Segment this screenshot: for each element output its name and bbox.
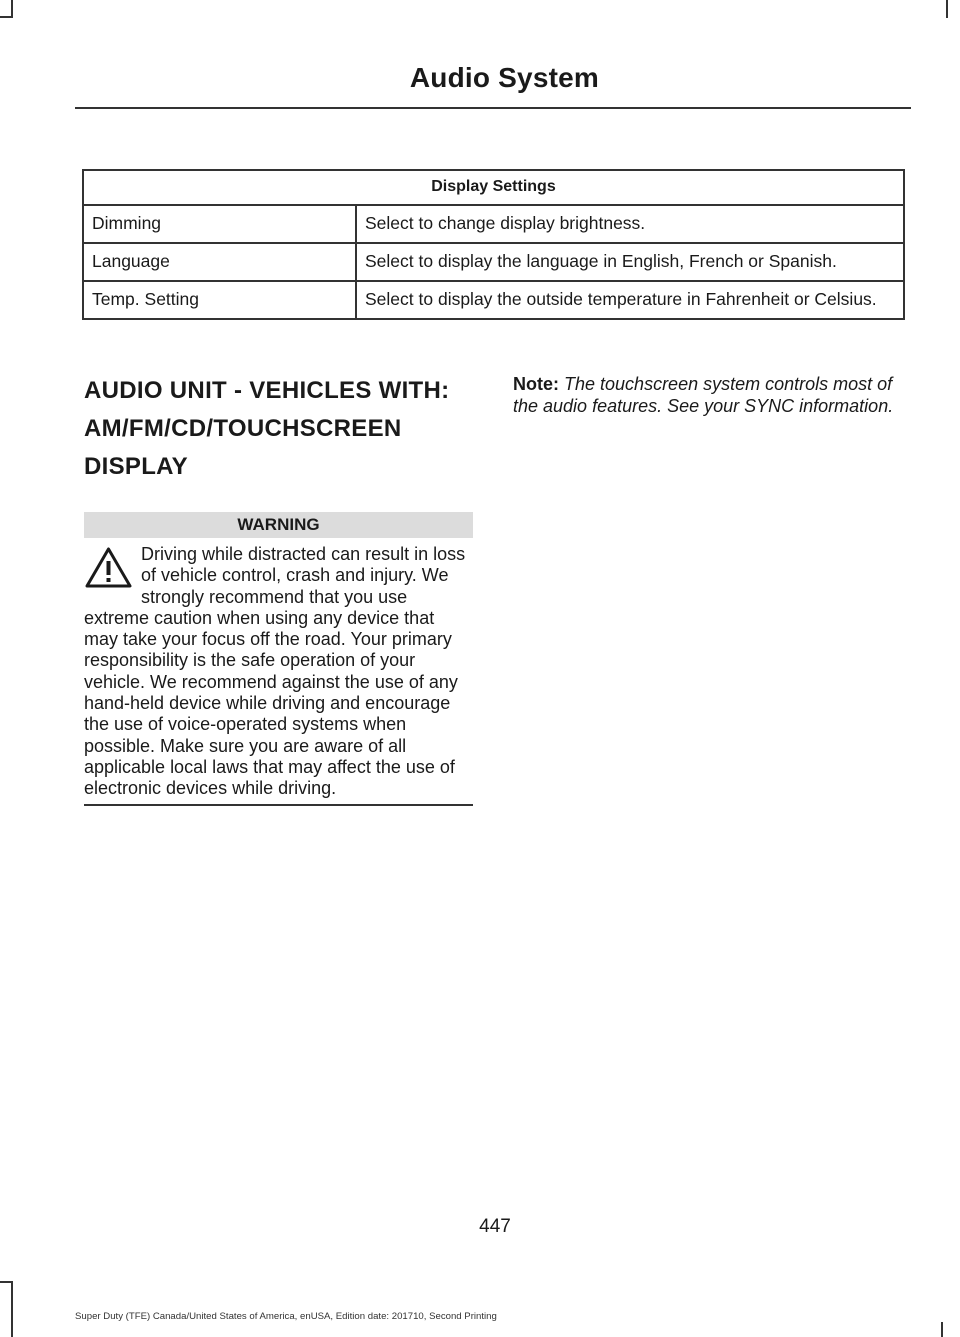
note-text: The touchscreen system controls most of the audio features. See your SYNC information. — [513, 374, 894, 416]
crop-mark-bottom-right — [941, 1322, 943, 1337]
table-row — [83, 281, 904, 319]
warning-title: WARNING — [84, 512, 473, 538]
crop-mark-top-left-h — [0, 16, 13, 18]
table-header-row — [83, 170, 904, 205]
note-label: Note: — [513, 374, 559, 394]
warning-body — [84, 544, 473, 800]
table-caption: Display Settings — [83, 170, 904, 205]
setting-description: Select to change display brightness. — [356, 205, 904, 243]
page-number: 447 — [479, 1216, 511, 1237]
setting-name: Language — [83, 243, 356, 281]
setting-description: Select to display the language in English, French or Spanish. — [356, 243, 904, 281]
page-title: Audio System — [409, 62, 599, 93]
edition-footer: Super Duty (TFE) Canada/United States of America, enUSA, Edition date: 201710, Second Printing — [75, 1311, 497, 1322]
page-header — [75, 60, 911, 109]
setting-name: Dimming — [83, 205, 356, 243]
setting-description: Select to display the outside temperature in Fahrenheit or Celsius. — [356, 281, 904, 319]
note — [513, 374, 908, 417]
setting-name: Temp. Setting — [83, 281, 356, 319]
table-row — [83, 205, 904, 243]
table-row — [83, 243, 904, 281]
crop-mark-bottom-left-h — [0, 1281, 13, 1283]
crop-mark-bottom-left — [11, 1281, 13, 1337]
display-settings-table — [82, 169, 905, 320]
warning-text: Driving while distracted can result in loss of vehicle control, crash and injury. We strongly recommend that you use extreme caution when using any device that may take your focus off the road. Your primary responsibility is the safe operation of your vehicle. We recommend against the use of any hand-held device while driving and encourage the use of voice-operated systems when possible. Make sure you are aware of all applicable local laws that may affect the use of electronic devices while driving. — [84, 544, 466, 799]
crop-mark-top-right — [946, 0, 948, 18]
warning-triangle-icon — [84, 546, 133, 589]
warning-box — [84, 512, 473, 806]
section-heading: AUDIO UNIT - VEHICLES WITH: AM/FM/CD/TOUCHSCREEN DISPLAY — [84, 377, 450, 480]
